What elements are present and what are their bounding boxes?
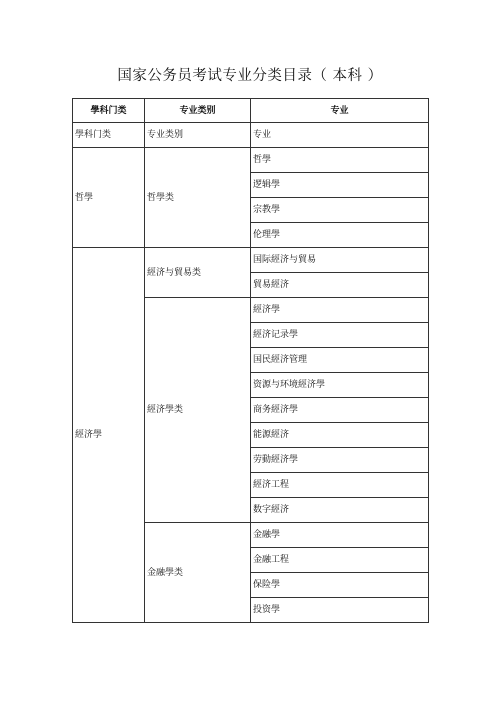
major-cell: 宗教學: [251, 198, 429, 223]
subheader-row: [73, 123, 429, 148]
major-cell: 劳動經济學: [251, 448, 429, 473]
major-cell: 保险學: [251, 573, 429, 598]
major-catalog-table: [72, 98, 429, 623]
header-category: 學科门类: [73, 99, 145, 123]
subheader-class: 专业类别: [145, 123, 251, 148]
major-cell: 投资學: [251, 598, 429, 623]
major-cell: 哲學: [251, 148, 429, 173]
class-trade: 經济与貿易类: [145, 248, 251, 298]
major-cell: 国际經济与貿易: [251, 248, 429, 273]
category-economics: 經济學: [73, 248, 145, 623]
major-cell: 經济學: [251, 298, 429, 323]
category-philosophy: 哲學: [73, 148, 145, 248]
header-row: [73, 99, 429, 123]
major-cell: 能源經济: [251, 423, 429, 448]
class-philosophy: 哲學类: [145, 148, 251, 248]
major-cell: 金融學: [251, 523, 429, 548]
header-major: 专业: [251, 99, 429, 123]
major-cell: 逻辑學: [251, 173, 429, 198]
major-cell: 金融工程: [251, 548, 429, 573]
major-cell: 国民經济管理: [251, 348, 429, 373]
major-cell: 經济记录學: [251, 323, 429, 348]
major-cell: 资源与环境經济學: [251, 373, 429, 398]
major-cell: 数字經济: [251, 498, 429, 523]
class-economics: 經济學类: [145, 298, 251, 523]
subheader-major: 专业: [251, 123, 429, 148]
table-row: [73, 148, 429, 173]
class-finance: 金融學类: [145, 523, 251, 623]
major-cell: 貿易經济: [251, 273, 429, 298]
major-cell: 商务經济學: [251, 398, 429, 423]
subheader-category: 學科门类: [73, 123, 145, 148]
header-class: 专业类别: [145, 99, 251, 123]
page-title: 国家公务员考试专业分类目录（ 本科 ）: [117, 68, 383, 84]
table-row: [73, 248, 429, 273]
major-cell: 經济工程: [251, 473, 429, 498]
major-cell: 伦理學: [251, 223, 429, 248]
